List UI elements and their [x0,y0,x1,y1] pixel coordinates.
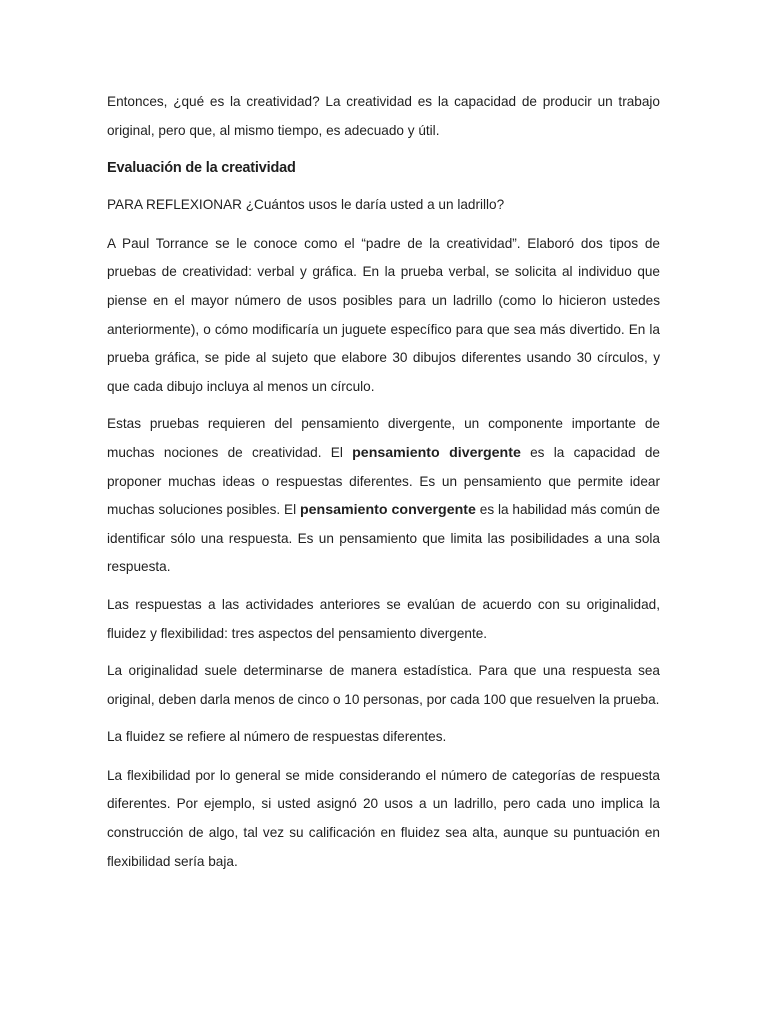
text-fragment: es la habilidad más común de identificar sólo una respuesta. Es un pensamiento que limita las posibilidades a una sola respuesta. [107,502,660,575]
section-heading: Evaluación de la creatividad [107,160,296,177]
text-fragment: Estas pruebas requieren del pensamiento divergente, un componente importante de muchas nociones de creatividad. El [107,416,660,460]
paragraph-torrance: A Paul Torrance se le conoce como el “padre de la creatividad”. Elaboró dos tipos de pruebas de creatividad: verbal y gráfica. En la prueba verbal, se solicita al individuo que piense en el mayor número de usos posibles para un ladrillo (como lo hicieron ustedes anteriormente), o cómo modificaría un juguete específico para que sea más divertido. En la prueba gráfica, se pide al sujeto que elabore 30 dibujos diferentes usando 30 círculos, y que cada dibujo incluya al menos un círculo. [107,235,660,394]
paragraph-originality: La originalidad suele determinarse de manera estadística. Para que una respuesta sea original, deben darla menos de cinco o 10 personas, por cada 100 que resuelven la prueba. [107,663,660,707]
paragraph-reflection-prompt: PARA REFLEXIONAR ¿Cuántos usos le daría usted a un ladrillo? [107,197,505,213]
paragraph-divergent-thinking [107,410,660,582]
term-divergent-thinking: pensamiento divergente [352,444,521,461]
text-fragment: es la capacidad de proponer muchas ideas o respuestas diferentes. Es un pensamiento que permite idear muchas soluciones posibles. El [107,444,660,518]
paragraph-creativity-definition: Entonces, ¿qué es la creatividad? La creatividad es la capacidad de producir un trabajo original, pero que, al mismo tiempo, es adecuado y útil. [107,94,660,138]
paragraph-flexibility: La flexibilidad por lo general se mide considerando el número de categorías de respuesta diferentes. Por ejemplo, si usted asignó 20 usos a un ladrillo, pero cada uno implica la construcción de algo, tal vez su calificación en fluidez sea alta, aunque su puntuación en flexibilidad sería baja. [107,767,660,869]
paragraph-fluency: La fluidez se refiere al número de respuestas diferentes. [107,729,447,745]
term-convergent-thinking: pensamiento convergente [300,502,476,519]
paragraph-evaluation-aspects: Las respuestas a las actividades anteriores se evalúan de acuerdo con su originalidad, fluidez y flexibilidad: tres aspectos del pensamiento divergente. [107,596,660,641]
